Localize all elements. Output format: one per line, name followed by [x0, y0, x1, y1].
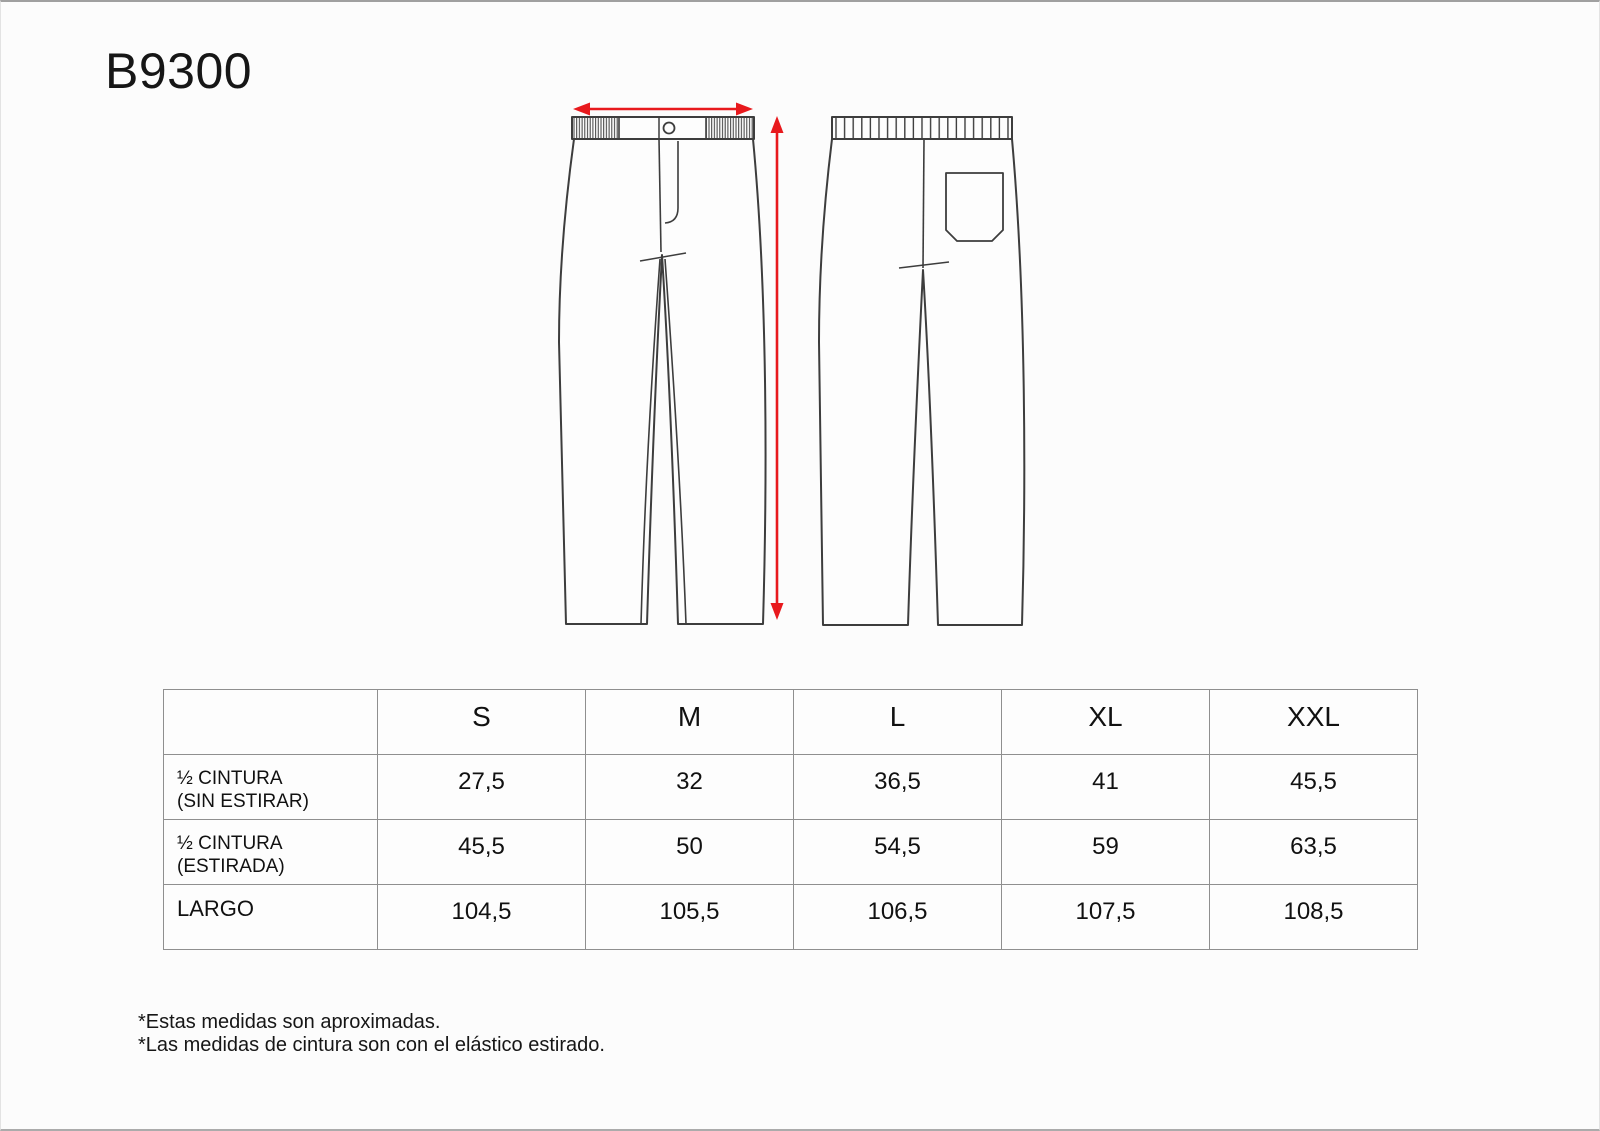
- cell-value: 108,5: [1210, 885, 1418, 950]
- table-row: [164, 885, 1418, 950]
- footnotes: [138, 1011, 605, 1057]
- cell-value: 107,5: [1002, 885, 1210, 950]
- footnote-elastic: *Las medidas de cintura son con el elástico estirado.: [138, 1034, 605, 1056]
- back-waistband-elastic: [833, 118, 1011, 138]
- pants-technical-drawing: [1, 2, 1600, 662]
- table-row: [164, 755, 1418, 820]
- size-table-header-row: [164, 690, 1418, 755]
- front-waistband-elastic-left: [573, 118, 620, 138]
- column-header-s: S: [378, 690, 586, 755]
- cell-value: 36,5: [794, 755, 1002, 820]
- cell-value: 105,5: [586, 885, 794, 950]
- column-header-l: L: [794, 690, 1002, 755]
- footnote-approximate: *Estas medidas son aproximadas.: [138, 1011, 441, 1033]
- pants-back-view: [819, 117, 1024, 625]
- row-label-length: LARGO: [164, 885, 378, 950]
- cell-value: 63,5: [1210, 820, 1418, 885]
- row-label-half-waist-unstretched: ½ CINTURA (SIN ESTIRAR): [164, 755, 378, 820]
- button-icon: [664, 123, 675, 134]
- cell-value: 50: [586, 820, 794, 885]
- cell-value: 41: [1002, 755, 1210, 820]
- cell-value: 106,5: [794, 885, 1002, 950]
- size-table: [163, 689, 1418, 950]
- column-header-m: M: [586, 690, 794, 755]
- cell-value: 45,5: [378, 820, 586, 885]
- cell-value: 45,5: [1210, 755, 1418, 820]
- cell-value: 54,5: [794, 820, 1002, 885]
- cell-value: 32: [586, 755, 794, 820]
- cell-value: 104,5: [378, 885, 586, 950]
- length-arrow-icon: [771, 116, 784, 620]
- back-center-seam: [923, 139, 924, 268]
- row-label-half-waist-stretched: ½ CINTURA (ESTIRADA): [164, 820, 378, 885]
- column-header-xxl: XXL: [1210, 690, 1418, 755]
- corner-cell: [164, 690, 378, 755]
- cell-value: 27,5: [378, 755, 586, 820]
- front-waistband-elastic-right: [707, 118, 754, 138]
- front-silhouette: [559, 139, 766, 624]
- back-pocket: [946, 173, 1003, 241]
- column-header-xl: XL: [1002, 690, 1210, 755]
- product-code-title: B9300: [105, 43, 253, 99]
- table-row: [164, 820, 1418, 885]
- waist-width-arrow-icon: [573, 103, 753, 116]
- cell-value: 59: [1002, 820, 1210, 885]
- pants-front-view: [559, 117, 766, 624]
